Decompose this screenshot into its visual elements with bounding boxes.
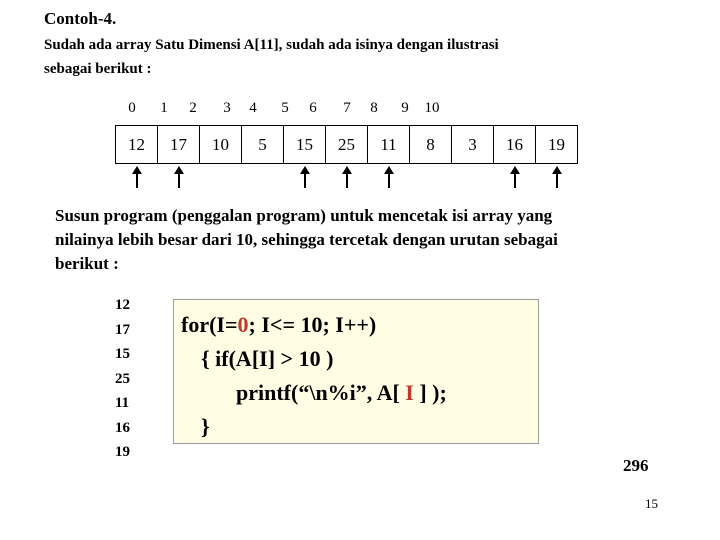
array-index: 1 — [160, 100, 168, 116]
up-arrow-icon — [381, 166, 397, 188]
code-text: for(I= — [181, 312, 238, 337]
slide-title: Contoh-4. — [44, 9, 117, 28]
array-cell: 15 — [284, 126, 326, 164]
output-item: 15 — [115, 346, 130, 362]
array-index: 2 — [189, 100, 197, 116]
code-text: ; I<= 10; I++) — [248, 312, 377, 337]
array-index: 6 — [309, 100, 317, 116]
array-index: 8 — [370, 100, 378, 116]
array-cell: 8 — [410, 126, 452, 164]
array-cell: 19 — [536, 126, 578, 164]
code-text: ] ); — [413, 380, 447, 405]
up-arrow-icon — [129, 166, 145, 188]
output-item: 19 — [115, 444, 130, 460]
output-item: 17 — [115, 321, 130, 338]
task-line-2: nilainya lebih besar dari 10, sehingga tercetak dengan urutan sebagai — [55, 230, 558, 249]
array-cell: 12 — [116, 126, 158, 164]
array-index: 5 — [281, 100, 289, 116]
array-table — [115, 125, 578, 164]
code-line-close-brace: } — [201, 414, 210, 439]
array-index: 4 — [249, 100, 257, 116]
array-cell: 16 — [494, 126, 536, 164]
code-highlight: I — [405, 380, 414, 405]
array-cell: 11 — [368, 126, 410, 164]
up-arrow-icon — [339, 166, 355, 188]
task-line-1: Susun program (penggalan program) untuk mencetak isi array yang — [55, 206, 553, 225]
array-index: 3 — [223, 100, 231, 116]
array-cell: 5 — [242, 126, 284, 164]
intro-line-2: sebagai berikut : — [44, 61, 152, 77]
array-index: 9 — [401, 100, 409, 116]
array-index: 7 — [343, 100, 351, 116]
up-arrow-icon — [507, 166, 523, 188]
array-cell: 17 — [158, 126, 200, 164]
up-arrow-icon — [171, 166, 187, 188]
page-number: 296 — [623, 456, 649, 475]
array-index: 10 — [424, 100, 440, 116]
code-highlight: 0 — [237, 312, 249, 337]
output-item: 12 — [115, 297, 130, 313]
array-index: 0 — [128, 100, 136, 116]
code-line-for — [181, 312, 376, 338]
code-line-if: { if(A[I] > 10 ) — [201, 346, 334, 371]
array-cell: 10 — [200, 126, 242, 164]
array-row — [116, 126, 578, 164]
array-cell: 3 — [452, 126, 494, 164]
up-arrow-icon — [297, 166, 313, 188]
output-item: 25 — [115, 370, 130, 387]
output-item: 11 — [115, 395, 130, 411]
array-cell: 25 — [326, 126, 368, 164]
expected-output-list — [115, 293, 130, 465]
slide-number: 15 — [645, 496, 658, 511]
code-text: printf(“\n%i”, A[ — [236, 380, 406, 405]
up-arrow-icon — [549, 166, 565, 188]
code-line-printf — [236, 380, 447, 406]
output-item: 16 — [115, 419, 130, 436]
code-box — [173, 299, 539, 444]
intro-line-1: Sudah ada array Satu Dimensi A[11], sudah ada isinya dengan ilustrasi — [44, 37, 499, 53]
task-line-3: berikut : — [55, 254, 119, 273]
